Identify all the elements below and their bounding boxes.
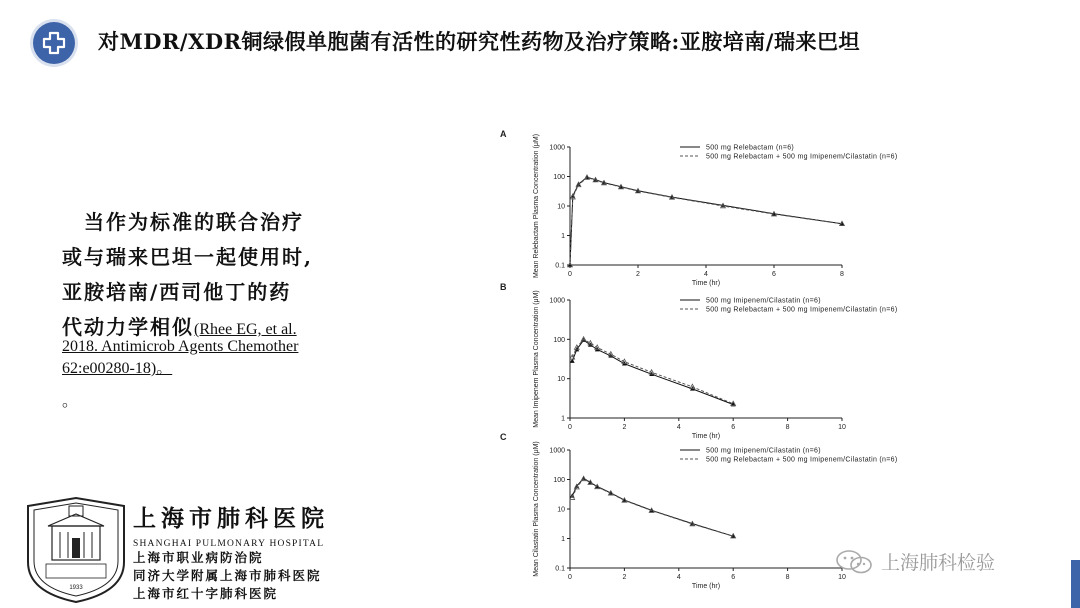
body-line-3: 亚胺培南/西司他丁的药 bbox=[62, 280, 292, 304]
series-line bbox=[570, 177, 842, 265]
x-tick-label: 0 bbox=[568, 574, 572, 581]
x-tick-label: 8 bbox=[785, 574, 790, 581]
x-tick-label: 4 bbox=[676, 574, 681, 581]
hospital-name-en: SHANGHAI PULMONARY HOSPITAL bbox=[133, 539, 325, 549]
y-tick-label: 10 bbox=[557, 376, 565, 384]
y-tick-label: 100 bbox=[553, 174, 565, 181]
y-tick-label: 10 bbox=[557, 506, 565, 514]
legend-label: 500 mg Relebactam + 500 mg Imipenem/Cilastatin (n=6) bbox=[706, 153, 898, 161]
x-tick-label: 10 bbox=[838, 424, 846, 431]
series-line bbox=[570, 178, 842, 265]
body-text bbox=[62, 205, 372, 345]
x-tick-label: 4 bbox=[676, 424, 681, 431]
y-tick-label: 1000 bbox=[549, 144, 565, 152]
legend-label: 500 mg Relebactam + 500 mg Imipenem/Cilastatin (n=6) bbox=[706, 306, 898, 314]
y-tick-label: 100 bbox=[553, 336, 565, 344]
x-tick-label: 8 bbox=[785, 424, 790, 431]
legend-label: 500 mg Relebactam + 500 mg Imipenem/Cilastatin (n=6) bbox=[706, 456, 898, 464]
hospital-name: 上海市肺科医院 bbox=[133, 505, 329, 532]
y-axis-label: Mean Imipenem Plasma Concentration (μM) bbox=[533, 290, 540, 428]
legend-label: 500 mg Relebactam (n=6) bbox=[706, 144, 795, 152]
plus-cross-icon bbox=[33, 22, 75, 64]
legend-label: 500 mg Imipenem/Cilastatin (n=6) bbox=[706, 447, 821, 455]
x-tick-label: 6 bbox=[772, 271, 776, 278]
x-axis-label: Time (hr) bbox=[691, 433, 721, 440]
y-tick-label: 0.1 bbox=[555, 565, 565, 573]
hospital-alias-2: 同济大学附属上海市肺科医院 bbox=[133, 568, 322, 583]
x-tick-label: 4 bbox=[704, 271, 708, 278]
x-tick-label: 2 bbox=[622, 574, 627, 581]
y-tick-label: 100 bbox=[553, 477, 565, 484]
page-title: 对MDR/XDR铜绿假单胞菌有活性的研究性药物及治疗策略:亚胺培南/瑞来巴坦 bbox=[98, 29, 860, 54]
y-tick-label: 1000 bbox=[549, 447, 565, 455]
svg-text:1933: 1933 bbox=[69, 585, 83, 591]
accent-bar bbox=[1071, 560, 1080, 608]
panel-label: B bbox=[500, 282, 507, 292]
hospital-alias-1: 上海市职业病防治院 bbox=[133, 550, 264, 565]
x-tick-label: 8 bbox=[840, 271, 844, 278]
x-tick-label: 10 bbox=[838, 574, 846, 581]
x-tick-label: 0 bbox=[568, 271, 572, 278]
y-tick-label: 10 bbox=[557, 203, 565, 211]
y-tick-label: 1000 bbox=[549, 297, 565, 305]
body-line-1: 当作为标准的联合治疗 bbox=[84, 210, 304, 234]
panel-label: C bbox=[500, 432, 507, 442]
y-axis-label: Mean Cilastatin Plasma Concentration (μM) bbox=[533, 441, 540, 577]
pk-charts bbox=[480, 125, 1060, 595]
body-line-2: 或与瑞来巴坦一起使用时, bbox=[62, 245, 313, 269]
y-tick-label: 1 bbox=[561, 415, 565, 423]
y-tick-label: 1 bbox=[561, 233, 565, 240]
citation-link[interactable]: (Rhee EG, et al. bbox=[194, 321, 297, 338]
wechat-icon bbox=[835, 549, 875, 575]
citation-continuation[interactable]: 2018. Antimicrob Agents Chemother 62:e00280-18)。 bbox=[62, 338, 299, 377]
x-axis-label: Time (hr) bbox=[691, 583, 721, 590]
x-tick-label: 6 bbox=[731, 574, 736, 581]
hospital-emblem bbox=[22, 496, 130, 608]
legend-label: 500 mg Imipenem/Cilastatin (n=6) bbox=[706, 297, 821, 305]
body-line-4: 代动力学相似(Rhee EG, et al. bbox=[62, 315, 297, 339]
x-axis-label: Time (hr) bbox=[691, 280, 721, 287]
panel-label: A bbox=[500, 129, 507, 139]
y-tick-label: 1 bbox=[561, 536, 565, 543]
wechat-watermark bbox=[835, 548, 995, 575]
trailing-mark: 。 bbox=[62, 391, 79, 410]
y-tick-label: 0.1 bbox=[555, 262, 565, 270]
hospital-alias-3: 上海市红十字肺科医院 bbox=[133, 586, 279, 601]
x-tick-label: 2 bbox=[636, 271, 640, 278]
y-axis-label: Mean Relebactam Plasma Concentration (μM) bbox=[533, 133, 540, 279]
x-tick-label: 6 bbox=[731, 424, 736, 431]
x-tick-label: 0 bbox=[568, 424, 572, 431]
hospital-names bbox=[133, 500, 329, 603]
watermark-text: 上海肺科检验 bbox=[881, 552, 996, 574]
x-tick-label: 2 bbox=[622, 424, 627, 431]
